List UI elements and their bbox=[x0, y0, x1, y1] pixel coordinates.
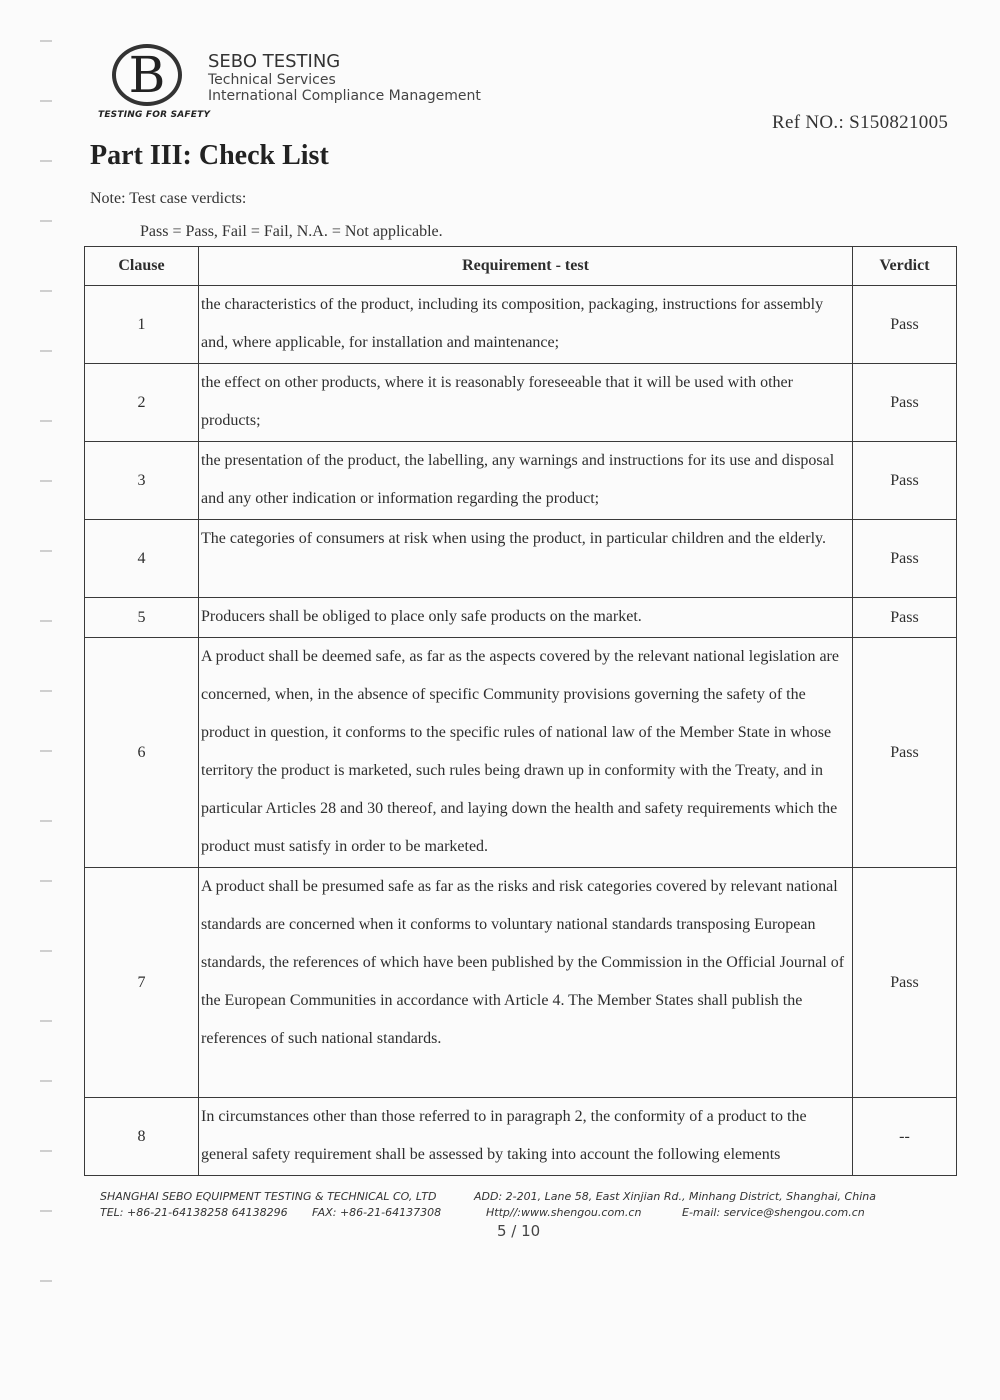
requirement-header: Requirement - test bbox=[199, 247, 853, 286]
clause-cell: 7 bbox=[85, 868, 199, 1098]
requirement-cell: The categories of consumers at risk when using the product, in particular children and the elderly. bbox=[199, 520, 853, 598]
page-title: Part III: Check List bbox=[90, 140, 329, 171]
check-list-table bbox=[84, 246, 957, 1176]
verdict-note: Note: Test case verdicts: bbox=[90, 190, 247, 207]
table-row bbox=[85, 868, 957, 1098]
table-row bbox=[85, 598, 957, 638]
table-row bbox=[85, 638, 957, 868]
verdict-cell: Pass bbox=[853, 286, 957, 364]
page-footer bbox=[100, 1190, 880, 1222]
clause-cell: 1 bbox=[85, 286, 199, 364]
verdict-cell: Pass bbox=[853, 868, 957, 1098]
company-name: SEBO TESTING bbox=[208, 51, 341, 72]
requirement-cell: A product shall be presumed safe as far as the risks and risk categories covered by relevant national standards are concerned when it conforms to voluntary national standards transposing European standards, the references of which have been published by the Commission in the Official Journal of the European Communities in accordance with Article 4. The Member States shall publish the references of such national standards. bbox=[199, 868, 853, 1098]
table-row bbox=[85, 286, 957, 364]
requirement-cell: the presentation of the product, the labelling, any warnings and instructions for its use and disposal and any other indication or information regarding the product; bbox=[199, 442, 853, 520]
clause-cell: 5 bbox=[85, 598, 199, 638]
company-line-2: International Compliance Management bbox=[208, 88, 481, 104]
clause-cell: 4 bbox=[85, 520, 199, 598]
logo-tagline: TESTING FOR SAFETY bbox=[98, 110, 211, 120]
footer-email: E-mail: service@shengou.com.cn bbox=[682, 1206, 865, 1219]
requirement-cell: the effect on other products, where it is reasonably foreseeable that it will be used with other products; bbox=[199, 364, 853, 442]
table-row bbox=[85, 1098, 957, 1176]
clause-cell: 2 bbox=[85, 364, 199, 442]
footer-tel: TEL: +86-21-64138258 64138296 bbox=[100, 1206, 288, 1219]
table-row bbox=[85, 442, 957, 520]
table-row bbox=[85, 364, 957, 442]
logo-mark: B bbox=[112, 44, 182, 106]
footer-fax: FAX: +86-21-64137308 bbox=[312, 1206, 442, 1219]
company-header bbox=[208, 52, 481, 104]
verdict-cell: Pass bbox=[853, 520, 957, 598]
verdict-cell: Pass bbox=[853, 364, 957, 442]
requirement-cell: Producers shall be obliged to place only safe products on the market. bbox=[199, 598, 853, 638]
requirement-cell: In circumstances other than those referred to in paragraph 2, the conformity of a product to the general safety requirement shall be assessed by taking into account the following elements bbox=[199, 1098, 853, 1176]
verdict-cell: Pass bbox=[853, 442, 957, 520]
table-header-row bbox=[85, 247, 957, 286]
verdict-cell: Pass bbox=[853, 638, 957, 868]
reference-number: Ref NO.: S150821005 bbox=[772, 112, 949, 133]
requirement-cell: A product shall be deemed safe, as far as the aspects covered by the relevant national legislation are concerned, when, in the absence of specific Community provisions governing the safety of the product in question, it conforms to the specific rules of national law of the Member State in whose territory the product is marketed, such rules being drawn up in conformity with the Treaty, and in particular Articles 28 and 30 thereof, and laying down the health and safety requirements which the product must satisfy in order to be marketed. bbox=[199, 638, 853, 868]
company-line-1: Technical Services bbox=[208, 72, 336, 88]
verdict-cell: Pass bbox=[853, 598, 957, 638]
verdict-header: Verdict bbox=[853, 247, 957, 286]
clause-cell: 3 bbox=[85, 442, 199, 520]
clause-header: Clause bbox=[85, 247, 199, 286]
footer-company: SHANGHAI SEBO EQUIPMENT TESTING & TECHNICAL CO, LTD bbox=[100, 1190, 437, 1203]
clause-cell: 8 bbox=[85, 1098, 199, 1176]
company-logo bbox=[98, 44, 211, 124]
binder-holes bbox=[40, 0, 60, 1400]
footer-address: ADD: 2-201, Lane 58, East Xinjian Rd., Minhang District, Shanghai, China bbox=[474, 1190, 876, 1203]
footer-website: Http//:www.shengou.com.cn bbox=[486, 1206, 642, 1219]
verdict-legend: Pass = Pass, Fail = Fail, N.A. = Not applicable. bbox=[140, 223, 443, 240]
page-number: 5 / 10 bbox=[497, 1222, 541, 1240]
verdict-cell: -- bbox=[853, 1098, 957, 1176]
clause-cell: 6 bbox=[85, 638, 199, 868]
table-row bbox=[85, 520, 957, 598]
requirement-cell: the characteristics of the product, including its composition, packaging, instructions for assembly and, where applicable, for installation and maintenance; bbox=[199, 286, 853, 364]
